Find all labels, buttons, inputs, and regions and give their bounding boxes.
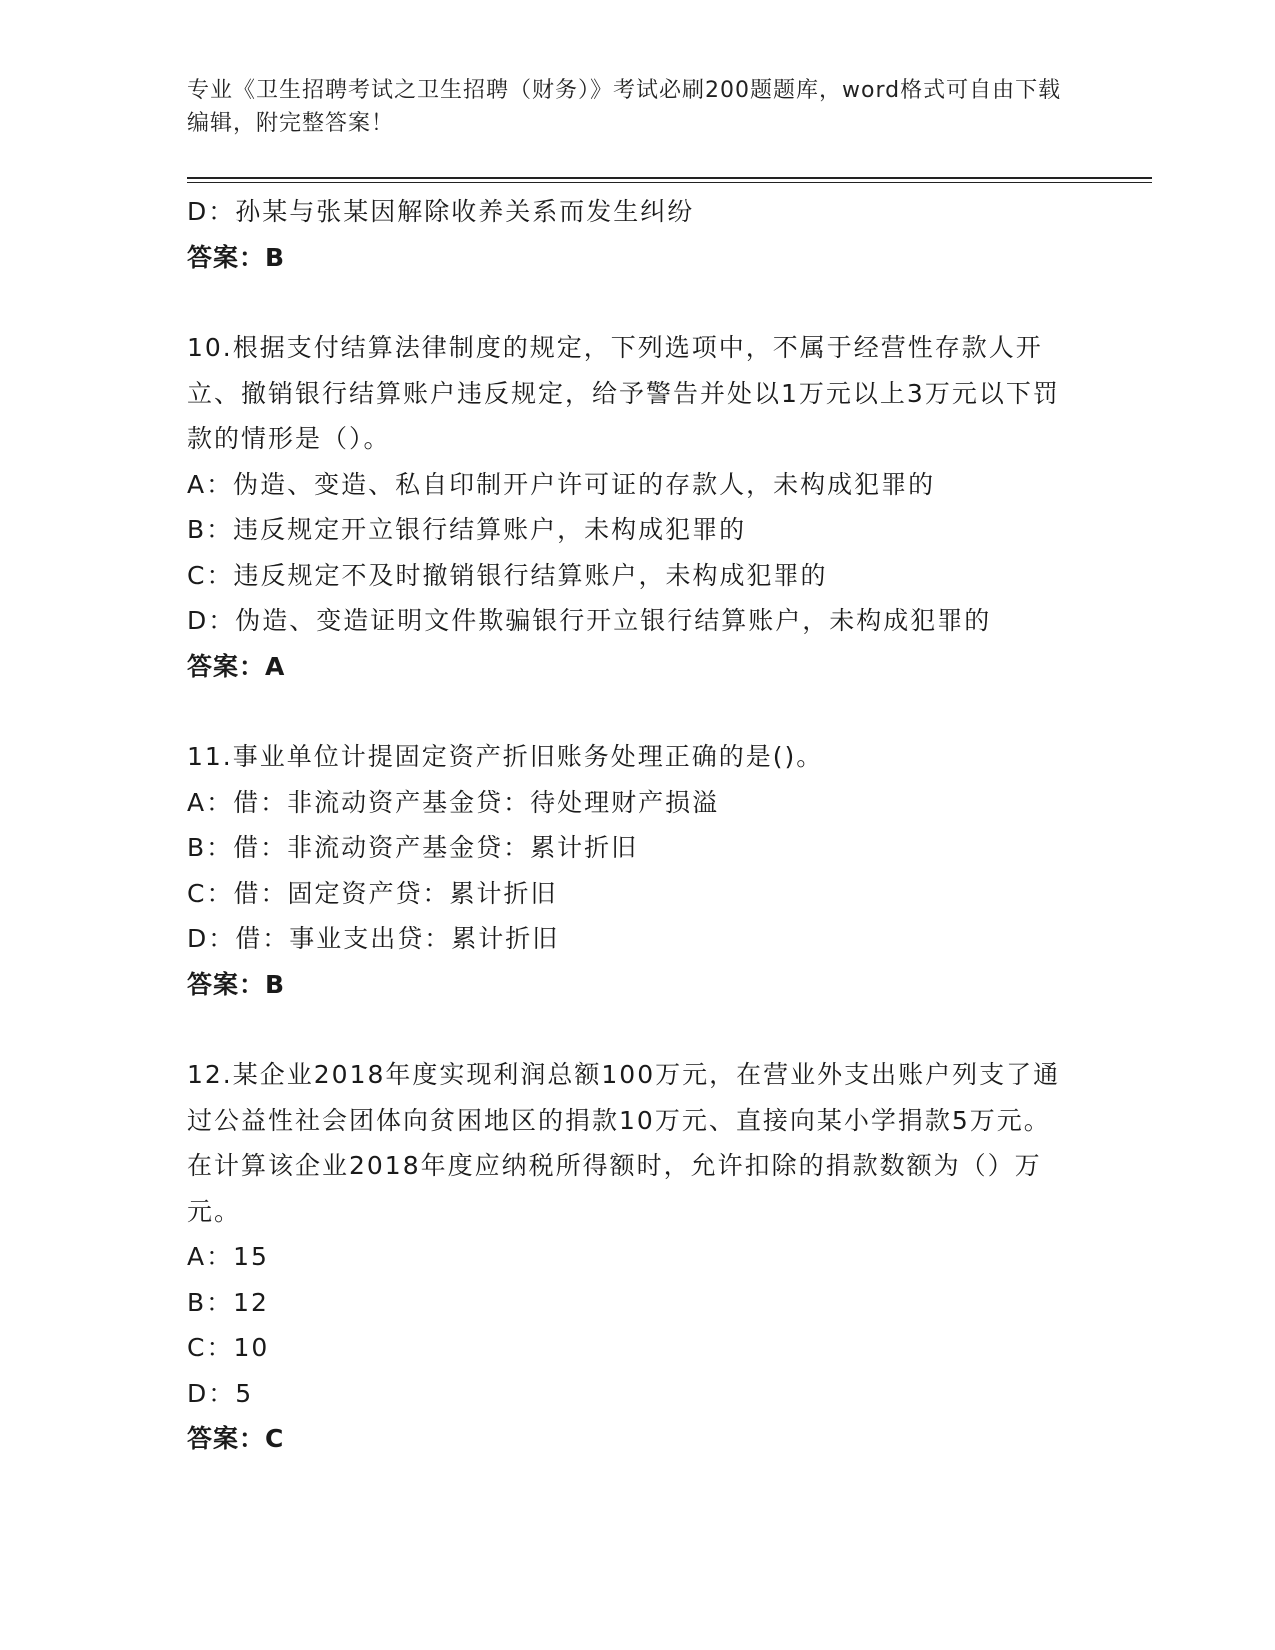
option-c: C：借：固定资产贷：累计折旧 [187, 878, 558, 908]
spacer [187, 689, 1072, 734]
option-a: A：伪造、变造、私自印制开户许可证的存款人，未构成犯罪的 [187, 469, 936, 499]
prev-question-answer: 答案：B [187, 242, 286, 272]
question-12 [187, 1052, 1072, 1462]
question-10 [187, 325, 1072, 689]
option-d: D：借：事业支出贷：累计折旧 [187, 924, 560, 953]
option-c: C：违反规定不及时撤销银行结算账户，未构成犯罪的 [187, 560, 828, 590]
option-c: C：10 [187, 1333, 270, 1362]
answer: 答案：C [187, 1424, 285, 1453]
option-d: D：伪造、变造证明文件欺骗银行开立银行结算账户，未构成犯罪的 [187, 606, 992, 635]
answer: 答案：A [187, 651, 286, 681]
option-b: B：12 [187, 1287, 269, 1317]
option-a: A：借：非流动资产基金贷：待处理财产损溢 [187, 787, 720, 817]
question-stem: 11.事业单位计提固定资产折旧账务处理正确的是()。 [187, 742, 824, 771]
prev-question-option-d: D：孙某与张某因解除收养关系而发生纠纷 [187, 197, 695, 226]
option-b: B：借：非流动资产基金贷：累计折旧 [187, 833, 639, 862]
spacer [187, 280, 1072, 325]
question-stem: 12.某企业2018年度实现利润总额100万元，在营业外支出账户列支了通过公益性社会团体向贫困地区的捐款10万元、直接向某小学捐款5万元。在计算该企业2018年度应纳税所得额时，允许扣除的捐款数额为（）万元。 [187, 1060, 1061, 1226]
answer: 答案：B [187, 969, 286, 999]
option-d: D：5 [187, 1378, 254, 1408]
spacer [187, 1007, 1072, 1052]
question-stem: 10.根据支付结算法律制度的规定，下列选项中，不属于经营性存款人开立、撤销银行结算账户违反规定，给予警告并处以1万元以上3万元以下罚款的情形是（）。 [187, 333, 1060, 453]
option-b: B：违反规定开立银行结算账户，未构成犯罪的 [187, 515, 747, 544]
page-header: 专业《卫生招聘考试之卫生招聘（财务）》考试必刷200题题库，word格式可自由下载编辑，附完整答案！ [187, 78, 1062, 136]
header-rule-thin [187, 182, 1152, 183]
question-11 [187, 734, 1072, 1007]
option-a: A：15 [187, 1242, 269, 1271]
question-list [187, 189, 1072, 1462]
header-rule-thick [187, 177, 1152, 179]
